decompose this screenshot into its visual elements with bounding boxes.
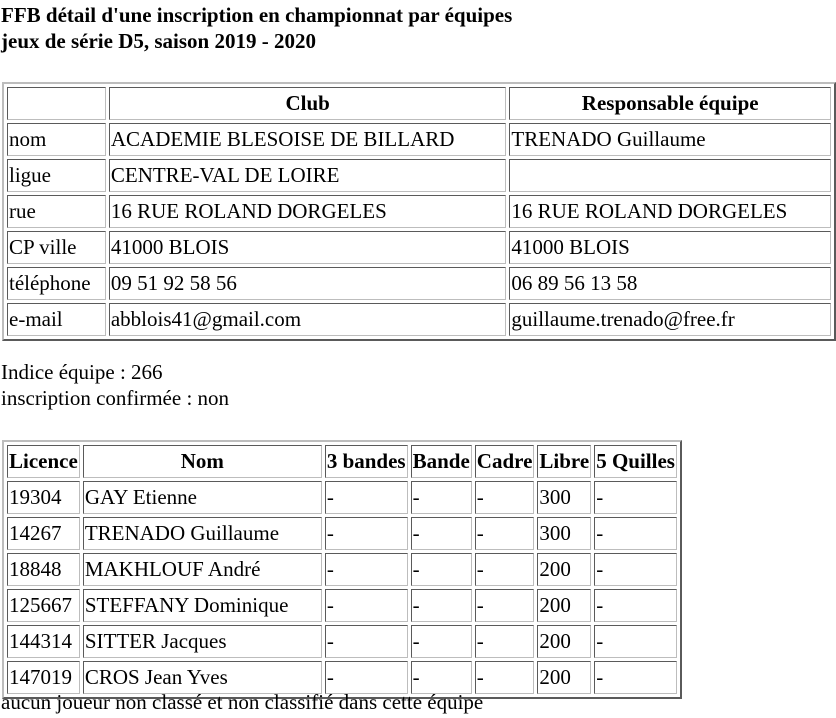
club-info-header-responsable: Responsable équipe bbox=[509, 87, 831, 120]
5-quilles-cell: - bbox=[594, 481, 677, 514]
cadre-cell: - bbox=[475, 625, 535, 658]
5-quilles-cell: - bbox=[594, 517, 677, 550]
responsable-value: 41000 BLOIS bbox=[509, 231, 831, 264]
row-label: nom bbox=[7, 123, 106, 156]
club-info-row-cp-ville bbox=[7, 231, 831, 264]
licence-cell: 144314 bbox=[7, 625, 80, 658]
row-label: rue bbox=[7, 195, 106, 228]
footer-note: aucun joueur non classé et non classifié dans cette équipe bbox=[1, 690, 484, 714]
libre-cell: 300 bbox=[537, 481, 591, 514]
header-5-quilles: 5 Quilles bbox=[594, 445, 677, 478]
cadre-cell: - bbox=[475, 589, 535, 622]
club-value: abblois41@gmail.com bbox=[109, 303, 507, 336]
3-bandes-cell: - bbox=[325, 553, 408, 586]
bande-cell: - bbox=[411, 517, 472, 550]
cadre-cell: - bbox=[475, 553, 535, 586]
players-table bbox=[2, 440, 682, 699]
table-row bbox=[7, 481, 677, 514]
responsable-value bbox=[509, 159, 831, 192]
header-3-bandes: 3 bandes bbox=[325, 445, 408, 478]
club-value: 16 RUE ROLAND DORGELES bbox=[109, 195, 507, 228]
club-value: ACADEMIE BLESOISE DE BILLARD bbox=[109, 123, 507, 156]
nom-cell: STEFFANY Dominique bbox=[83, 589, 322, 622]
header-nom: Nom bbox=[83, 445, 322, 478]
licence-cell: 14267 bbox=[7, 517, 80, 550]
header-libre: Libre bbox=[537, 445, 591, 478]
club-info-row-telephone bbox=[7, 267, 831, 300]
cadre-cell: - bbox=[475, 517, 535, 550]
header-cadre: Cadre bbox=[475, 445, 535, 478]
club-info-header-club: Club bbox=[109, 87, 507, 120]
responsable-value: TRENADO Guillaume bbox=[509, 123, 831, 156]
row-label: e-mail bbox=[7, 303, 106, 336]
5-quilles-cell: - bbox=[594, 661, 677, 694]
club-info-header-row bbox=[7, 87, 831, 120]
responsable-value: guillaume.trenado@free.fr bbox=[509, 303, 831, 336]
club-info-row-rue bbox=[7, 195, 831, 228]
libre-cell: 200 bbox=[537, 589, 591, 622]
table-row bbox=[7, 517, 677, 550]
team-indice: Indice équipe : 266 bbox=[1, 360, 163, 384]
libre-cell: 200 bbox=[537, 553, 591, 586]
row-label: CP ville bbox=[7, 231, 106, 264]
responsable-value: 16 RUE ROLAND DORGELES bbox=[509, 195, 831, 228]
club-info-row-email bbox=[7, 303, 831, 336]
nom-cell: MAKHLOUF André bbox=[83, 553, 322, 586]
cadre-cell: - bbox=[475, 481, 535, 514]
page-title-line2: jeux de série D5, saison 2019 - 2020 bbox=[1, 29, 316, 53]
club-info-row-ligue bbox=[7, 159, 831, 192]
bande-cell: - bbox=[411, 589, 472, 622]
page-title-line1: FFB détail d'une inscription en championnat par équipes bbox=[1, 3, 513, 27]
responsable-value: 06 89 56 13 58 bbox=[509, 267, 831, 300]
header-bande: Bande bbox=[411, 445, 472, 478]
bande-cell: - bbox=[411, 553, 472, 586]
3-bandes-cell: - bbox=[325, 661, 408, 694]
club-info-header-empty bbox=[7, 87, 106, 120]
club-value: 41000 BLOIS bbox=[109, 231, 507, 264]
club-value: CENTRE-VAL DE LOIRE bbox=[109, 159, 507, 192]
licence-cell: 125667 bbox=[7, 589, 80, 622]
libre-cell: 200 bbox=[537, 661, 591, 694]
table-row bbox=[7, 625, 677, 658]
club-value: 09 51 92 58 56 bbox=[109, 267, 507, 300]
bande-cell: - bbox=[411, 625, 472, 658]
club-info-row-nom bbox=[7, 123, 831, 156]
5-quilles-cell: - bbox=[594, 625, 677, 658]
licence-cell: 18848 bbox=[7, 553, 80, 586]
libre-cell: 200 bbox=[537, 625, 591, 658]
nom-cell: GAY Etienne bbox=[83, 481, 322, 514]
5-quilles-cell: - bbox=[594, 553, 677, 586]
table-row bbox=[7, 553, 677, 586]
nom-cell: SITTER Jacques bbox=[83, 625, 322, 658]
3-bandes-cell: - bbox=[325, 517, 408, 550]
row-label: téléphone bbox=[7, 267, 106, 300]
libre-cell: 300 bbox=[537, 517, 591, 550]
inscription-confirmation: inscription confirmée : non bbox=[1, 386, 230, 410]
table-row bbox=[7, 589, 677, 622]
licence-cell: 147019 bbox=[7, 661, 80, 694]
licence-cell: 19304 bbox=[7, 481, 80, 514]
3-bandes-cell: - bbox=[325, 589, 408, 622]
nom-cell: CROS Jean Yves bbox=[83, 661, 322, 694]
bande-cell: - bbox=[411, 481, 472, 514]
players-header-row bbox=[7, 445, 677, 478]
3-bandes-cell: - bbox=[325, 625, 408, 658]
page-title bbox=[1, 2, 512, 54]
bande-cell: - bbox=[411, 661, 472, 694]
nom-cell: TRENADO Guillaume bbox=[83, 517, 322, 550]
cadre-cell: - bbox=[475, 661, 535, 694]
row-label: ligue bbox=[7, 159, 106, 192]
3-bandes-cell: - bbox=[325, 481, 408, 514]
club-info-table bbox=[2, 82, 836, 341]
header-licence: Licence bbox=[7, 445, 80, 478]
5-quilles-cell: - bbox=[594, 589, 677, 622]
